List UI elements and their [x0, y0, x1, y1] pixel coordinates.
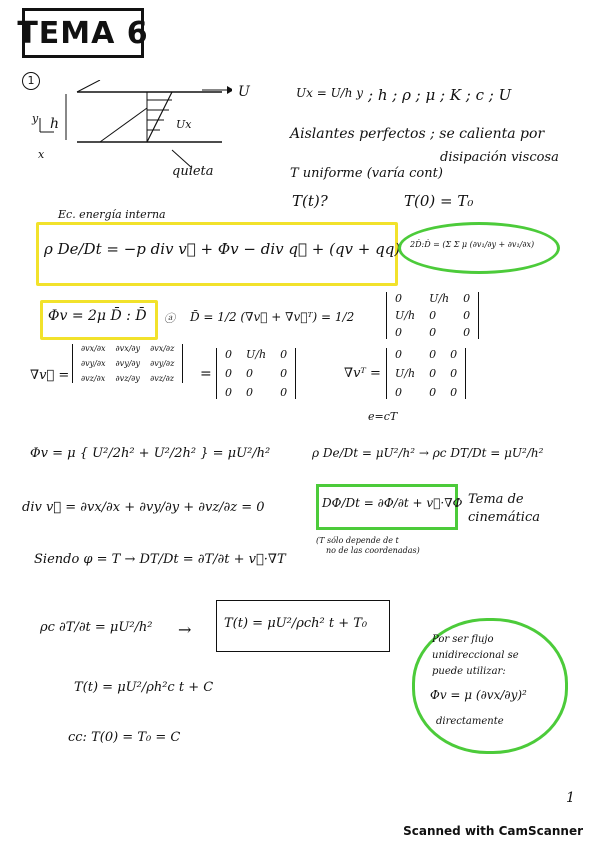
- d-matrix-cell: 0: [463, 326, 471, 339]
- grad-cell: ∂vz/∂y: [115, 374, 140, 383]
- y-axis-label: y: [32, 112, 39, 125]
- page-title: TEMA 6: [22, 8, 144, 58]
- side-note-formula: Φv = μ (∂vx/∂y)²: [430, 688, 527, 702]
- problem-number: 1: [22, 72, 40, 90]
- given-line-1: Aislantes perfectos ; se calienta por: [290, 126, 545, 142]
- annotation-a: ⓐ: [164, 312, 175, 325]
- grad-t-cell: U/h: [395, 367, 416, 380]
- d-matrix-cell: 0: [395, 292, 402, 305]
- d-matrix-cell: 0: [429, 326, 437, 339]
- side-note-line-3: puede utilizar:: [432, 666, 506, 677]
- result-equation: T(t) = μU²/ρch² t + T₀: [224, 616, 368, 631]
- cinematica-label-2: cinemática: [468, 510, 540, 525]
- grad-symbolic-matrix: [72, 344, 183, 383]
- t-note-1: (T sólo depende de t: [316, 536, 399, 545]
- grad-t-cell: 0: [450, 348, 458, 361]
- grad-t-cell: 0: [429, 348, 437, 361]
- velocity-profile: Ux = U/h y: [296, 86, 364, 100]
- page-number: 1: [566, 790, 575, 806]
- question: T(t)?: [292, 192, 328, 210]
- t-note-2: no de las coordenadas): [326, 546, 420, 555]
- grad-num-cell: 0: [225, 367, 232, 380]
- grad-num-cell: 0: [225, 348, 232, 361]
- d-definition: D̄ = 1/2 (∇v⃗ + ∇v⃗ᵀ) = 1/2: [190, 310, 355, 324]
- side-note-line-2: unidireccional se: [432, 650, 519, 661]
- d-matrix-cell: 0: [395, 326, 402, 339]
- height-label: h: [50, 116, 60, 132]
- general-solution: T(t) = μU²/ρh²c t + C: [74, 680, 214, 695]
- grad-label: ∇v⃗ =: [30, 368, 70, 383]
- velocity-label: Ux: [176, 118, 192, 131]
- solution-arrow: →: [178, 620, 192, 639]
- grad-num-cell: 0: [225, 386, 232, 399]
- grad-cell: ∂vx/∂y: [115, 344, 141, 353]
- energy-label: Ec. energía interna: [58, 208, 166, 221]
- grad-num-cell: 0: [246, 386, 253, 399]
- d-matrix: [386, 292, 479, 339]
- parameters: ; h ; ρ ; μ ; K ; c ; U: [368, 86, 512, 104]
- grad-t-cell: 0: [395, 348, 402, 361]
- ode: ρc ∂T/∂t = μU²/h²: [40, 620, 153, 635]
- u-arrow-label: U: [238, 84, 250, 100]
- grad-num-cell: 0: [280, 367, 288, 380]
- grad-transpose-label: ∇vᵀ =: [344, 366, 381, 381]
- x-axis-label: x: [38, 148, 45, 161]
- material-derivative: ρ De/Dt = μU²/h² → ρc DT/Dt = μU²/h²: [312, 446, 544, 460]
- cinematica-equation: DΦ/Dt = ∂Φ/∂t + v⃗·∇Φ: [322, 496, 463, 510]
- grad-t-cell: 0: [395, 386, 402, 399]
- grad-cell: ∂vx/∂x: [81, 344, 106, 353]
- grad-cell: ∂vz/∂z: [150, 374, 174, 383]
- phi-result: Φv = μ { U²/2h² + U²/2h² } = μU²/h²: [30, 446, 271, 461]
- grad-cell: ∂vy/∂z: [150, 359, 175, 368]
- equals-sign: =: [200, 366, 212, 382]
- dissipation-note: 2Ḋ:Ḋ = (Σ Σ μ (∂v₁/∂y + ∂v₁/∂x): [410, 240, 535, 249]
- cinematica-label-1: Tema de: [468, 492, 524, 507]
- grad-num-cell: 0: [246, 367, 253, 380]
- phi-definition: Φv = 2μ D̄ : D̄: [48, 308, 147, 324]
- e-ct-note: e=cT: [368, 410, 398, 423]
- d-matrix-cell: 0: [429, 309, 437, 322]
- grad-cell: ∂vx/∂z: [150, 344, 175, 353]
- side-note-line-4: directamente: [436, 716, 504, 727]
- grad-t-cell: 0: [450, 386, 458, 399]
- grad-t-cell: 0: [429, 386, 437, 399]
- energy-equation: ρ De/Dt = −p div v⃗ + Φv − div q⃗ + (qv + qq): [44, 240, 401, 258]
- siendo-line: Siendo φ = T → DT/Dt = ∂T/∂t + v⃗·∇T: [34, 552, 286, 567]
- initial-condition-solution: cc: T(0) = T₀ = C: [68, 730, 181, 745]
- fixed-wall-label: quieta: [172, 164, 214, 179]
- grad-num-cell: 0: [280, 386, 288, 399]
- d-matrix-cell: 0: [463, 292, 471, 305]
- scanner-footer: Scanned with CamScanner: [403, 824, 583, 838]
- grad-num-cell: U/h: [246, 348, 267, 361]
- grad-cell: ∂vy/∂y: [115, 359, 141, 368]
- d-matrix-cell: U/h: [395, 309, 416, 322]
- grad-cell: ∂vy/∂x: [81, 359, 106, 368]
- side-note-line-1: Por ser flujo: [432, 634, 494, 645]
- grad-cell: ∂vz/∂x: [81, 374, 106, 383]
- d-matrix-cell: U/h: [429, 292, 450, 305]
- grad-numeric-matrix: [216, 348, 296, 399]
- given-line-2: disipación viscosa: [440, 150, 559, 165]
- initial-condition: T(0) = T₀: [404, 192, 474, 210]
- grad-t-cell: 0: [429, 367, 437, 380]
- d-matrix-cell: 0: [463, 309, 471, 322]
- grad-transpose-matrix: [386, 348, 466, 399]
- given-line-3: T uniforme (varía cont): [290, 166, 443, 181]
- grad-t-cell: 0: [450, 367, 458, 380]
- grad-num-cell: 0: [280, 348, 288, 361]
- divergence: div v⃗ = ∂vx/∂x + ∂vy/∂y + ∂vz/∂z = 0: [22, 500, 265, 515]
